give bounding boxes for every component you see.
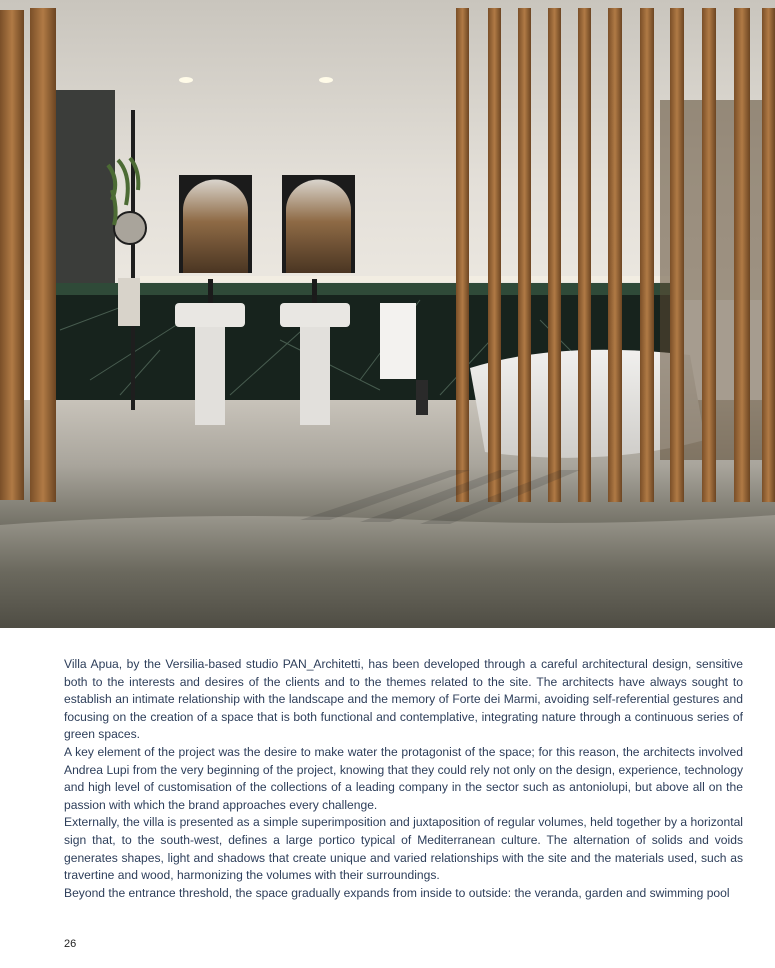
paragraph: A key element of the project was the desire to make water the protagonist of the space; for this reason, the architects involved Andrea Lupi from the very beginning of the project, knowing that they could rely not only on the design, experience, technology and high level of customisation of the collections of a leading company in the sector such as antoniolupi, but above all on the passion with which the brand approaches every challenge. <box>64 744 743 812</box>
fixture-pole <box>131 110 135 410</box>
foreground-surface <box>0 515 775 628</box>
wood-panel-left <box>0 10 24 500</box>
paragraph: Beyond the entrance threshold, the space gradually expands from inside to outside: the veranda, garden and swimming pool <box>64 885 730 900</box>
article-text <box>64 656 743 902</box>
bath-towel <box>380 303 416 379</box>
back-wall <box>0 0 775 300</box>
mirror-right <box>286 180 351 273</box>
paragraph: Villa Apua, by the Versilia-based studio PAN_Architetti, has been developed through a careful architectural design, sensitive both to the interests and desires of the clients and to the themes related to the site. The architects have always sought to establish an intimate relationship with the landscape and the memory of Forte dei Marmi, avoiding self-referential gestures and focusing on the creation of a space that is both functional and contemplative, integrating nature through a continuous series of green spaces. <box>64 657 743 742</box>
page-number: 26 <box>64 938 77 950</box>
ceiling-light-icon <box>319 77 333 83</box>
wood-panel-left <box>30 8 56 502</box>
ceiling-light-icon <box>179 77 193 83</box>
hand-towel <box>118 278 140 326</box>
mirror-left <box>183 180 248 273</box>
round-mirror-icon <box>114 212 146 244</box>
towel-stand <box>416 380 428 415</box>
paragraph: Externally, the villa is presented as a simple superimposition and juxtaposition of regular volumes, held together by a horizontal sign that, to the south-west, defines a large portico typical of Mediterranean culture. The alternation of solids and voids generates shapes, light and shadows that create unique and varied relationships with the site and the materials used, such as travertine and wood, harmonizing the volumes with their surroundings. <box>64 815 743 883</box>
